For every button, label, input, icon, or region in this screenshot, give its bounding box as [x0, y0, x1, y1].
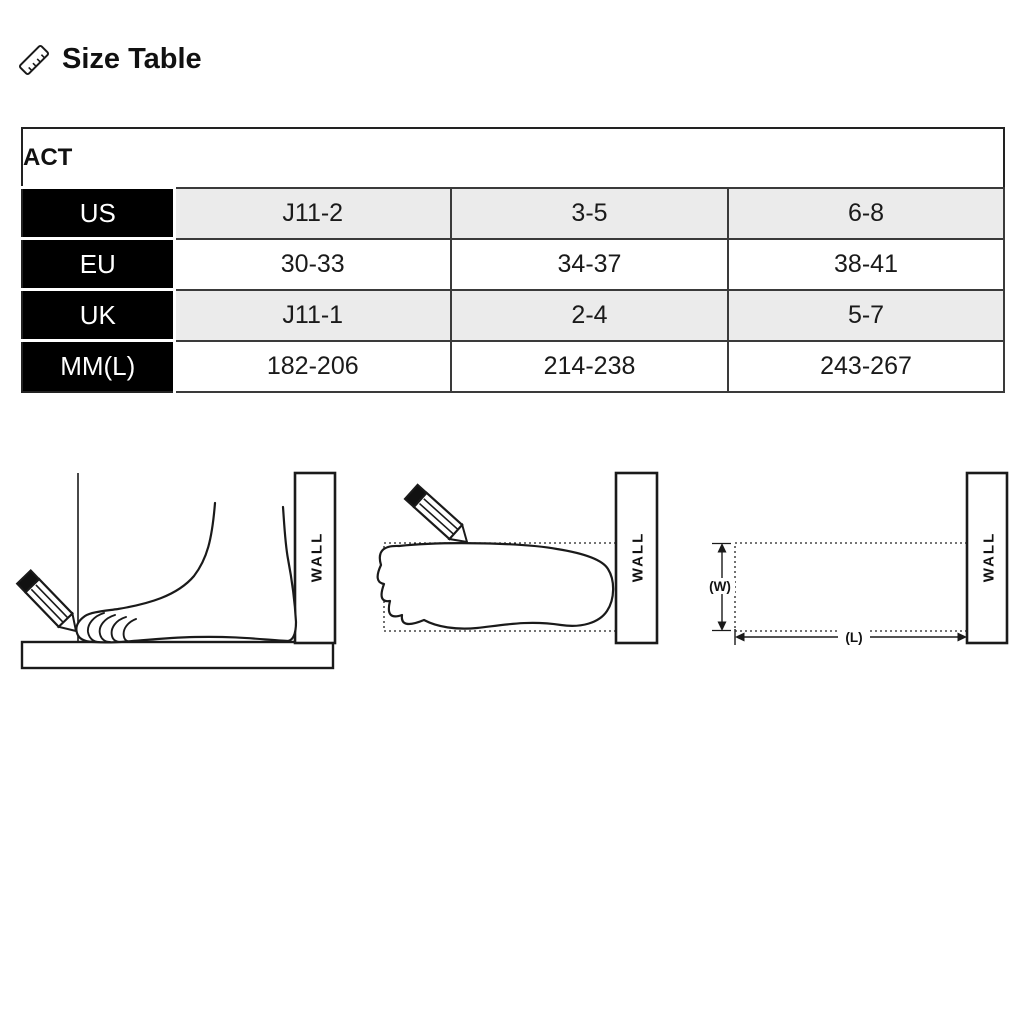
size-cell: J11-2	[174, 188, 451, 239]
diagram-foot-side-view	[17, 473, 335, 668]
wall-label: WALL	[629, 531, 647, 583]
pencil-icon	[405, 485, 473, 549]
size-cell: J11-1	[174, 290, 451, 341]
size-cell: 5-7	[728, 290, 1004, 341]
foot-top-outline	[378, 543, 613, 628]
size-cell: 2-4	[451, 290, 728, 341]
row-label-mm: MM(L)	[22, 341, 174, 392]
page-title: Size Table	[62, 43, 202, 75]
trace-outline-box	[735, 543, 967, 631]
row-label-eu: EU	[22, 239, 174, 290]
diagram-foot-top-view	[378, 473, 657, 643]
size-cell: 6-8	[728, 188, 1004, 239]
pencil-icon	[17, 570, 83, 637]
table-row-uk	[22, 290, 1004, 341]
wall-label: WALL	[980, 531, 998, 583]
size-cell: 30-33	[174, 239, 451, 290]
measurement-diagrams	[0, 440, 1024, 700]
size-cell: 3-5	[451, 188, 728, 239]
table-row-eu	[22, 239, 1004, 290]
foot-side-outline	[76, 503, 296, 642]
length-arrow	[735, 629, 967, 645]
row-label-uk: UK	[22, 290, 174, 341]
size-cell: 38-41	[728, 239, 1004, 290]
width-arrow	[705, 543, 735, 631]
size-table	[21, 127, 1005, 393]
ruler-icon	[17, 42, 51, 76]
wall-label: WALL	[308, 531, 326, 583]
size-cell: 182-206	[174, 341, 451, 392]
length-label: (L)	[845, 630, 863, 645]
table-row-mm	[22, 341, 1004, 392]
row-label-us: US	[22, 188, 174, 239]
diagram-dimensions	[705, 473, 1007, 645]
table-row-us	[22, 188, 1004, 239]
table-header-row	[22, 128, 1004, 188]
floor	[22, 642, 333, 668]
width-label: (W)	[709, 579, 731, 594]
page-header	[17, 42, 202, 76]
size-cell: 34-37	[451, 239, 728, 290]
size-cell: 214-238	[451, 341, 728, 392]
table-title: ACT	[22, 128, 1004, 188]
size-cell: 243-267	[728, 341, 1004, 392]
